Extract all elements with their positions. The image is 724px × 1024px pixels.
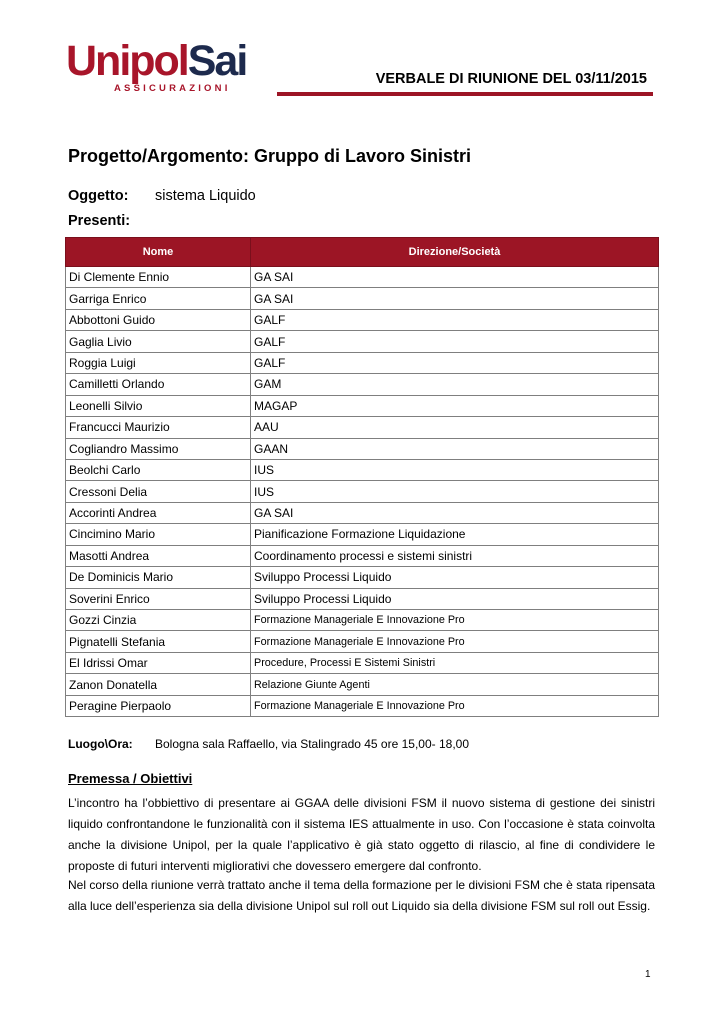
project-title: Progetto/Argomento: Gruppo di Lavoro Sinistri [68,146,471,166]
cell-direzione: GALF [251,309,659,330]
table-row [66,502,659,523]
unipolsai-logo [66,37,247,100]
cell-nome: El Idrissi Omar [66,652,251,673]
presenti-table [65,237,659,717]
cell-nome: Roggia Luigi [66,352,251,373]
cell-direzione: Coordinamento processi e sistemi sinistri [251,545,659,566]
cell-direzione: Formazione Manageriale E Innovazione Pro [251,695,659,716]
table-row [66,331,659,352]
cell-direzione: Pianificazione Formazione Liquidazione [251,524,659,545]
oggetto-value: sistema Liquido [155,188,256,204]
cell-nome: Accorinti Andrea [66,502,251,523]
cell-nome: Di Clemente Ennio [66,267,251,288]
cell-nome: Camilletti Orlando [66,374,251,395]
cell-nome: Abbottoni Guido [66,309,251,330]
column-header-nome: Nome [66,238,251,267]
premessa-paragraph: L’incontro ha l’obbiettivo di presentare ai GGAA delle divisioni FSM il nuovo sistema di gestione dei sinistri liquido confrontandone le funzionalità con il sistema IES attualmente in uso. Con l’occasione è stata coinvolta anche la divisione Unipol, per la quale l’applicativo è già stato oggetto di rilascio, al fine di condividere le proposte di futuri interventi migliorativi che dovessero emergere dal confronto. [68,796,655,873]
table-row [66,395,659,416]
cell-direzione: Sviluppo Processi Liquido [251,567,659,588]
column-header-direzione: Direzione/Società [251,238,659,267]
table-row [66,588,659,609]
header-divider [277,92,653,96]
cell-direzione: Formazione Manageriale E Innovazione Pro [251,631,659,652]
cell-nome: Leonelli Silvio [66,395,251,416]
cell-nome: Garriga Enrico [66,288,251,309]
cell-nome: Masotti Andrea [66,545,251,566]
table-row [66,631,659,652]
cell-nome: Peragine Pierpaolo [66,695,251,716]
table-row [66,674,659,695]
table-row [66,459,659,480]
cell-direzione: GAM [251,374,659,395]
cell-direzione: IUS [251,481,659,502]
logo-subtitle: ASSICURAZIONI [114,83,231,94]
cell-nome: Soverini Enrico [66,588,251,609]
cell-direzione: Formazione Manageriale E Innovazione Pro [251,610,659,631]
table-row [66,288,659,309]
table-row [66,438,659,459]
table-row [66,309,659,330]
cell-direzione: GA SAI [251,502,659,523]
table-row [66,417,659,438]
cell-nome: Beolchi Carlo [66,459,251,480]
table-row [66,524,659,545]
table-row [66,352,659,373]
table-row [66,481,659,502]
luogo-value: Bologna sala Raffaello, via Stalingrado 45 ore 15,00- 18,00 [155,737,469,751]
table-header-row [66,238,659,267]
cell-direzione: GA SAI [251,288,659,309]
cell-direzione: AAU [251,417,659,438]
cell-direzione: GA SAI [251,267,659,288]
cell-direzione: Relazione Giunte Agenti [251,674,659,695]
luogo-label: Luogo\Ora: [68,737,133,751]
cell-direzione: GALF [251,352,659,373]
cell-nome: Pignatelli Stefania [66,631,251,652]
verbale-title: VERBALE DI RIUNIONE DEL 03/11/2015 [375,71,647,87]
cell-nome: Cogliandro Massimo [66,438,251,459]
cell-direzione: IUS [251,459,659,480]
premessa-heading: Premessa / Obiettivi [68,771,193,786]
cell-nome: Gozzi Cinzia [66,610,251,631]
cell-nome: Zanon Donatella [66,674,251,695]
page-number: 1 [645,969,651,980]
cell-nome: Francucci Maurizio [66,417,251,438]
table-row [66,267,659,288]
table-row [66,652,659,673]
logo-wordmark [66,37,247,85]
cell-nome: Cressoni Delia [66,481,251,502]
table-row [66,610,659,631]
cell-direzione: Sviluppo Processi Liquido [251,588,659,609]
cell-direzione: Procedure, Processi E Sistemi Sinistri [251,652,659,673]
table-row [66,695,659,716]
table-row [66,567,659,588]
cell-nome: Cincimino Mario [66,524,251,545]
premessa-paragraph: Nel corso della riunione verrà trattato anche il tema della formazione per le divisioni FSM che è stata ripensata alla luce dell’esperienza sia della divisione Unipol sul roll out Liquido sia della divisione FSM sul roll out Essig. [68,878,655,913]
presenti-label: Presenti: [68,213,131,229]
cell-direzione: GAAN [251,438,659,459]
cell-direzione: MAGAP [251,395,659,416]
table-row [66,374,659,395]
cell-nome: De Dominicis Mario [66,567,251,588]
presenti-table-body [66,267,659,717]
logo-wordmark-sai: Sai [187,37,247,85]
table-row [66,545,659,566]
cell-direzione: GALF [251,331,659,352]
oggetto-label: Oggetto: [68,188,129,204]
cell-nome: Gaglia Livio [66,331,251,352]
logo-wordmark-unipol: Unipol [66,37,188,85]
